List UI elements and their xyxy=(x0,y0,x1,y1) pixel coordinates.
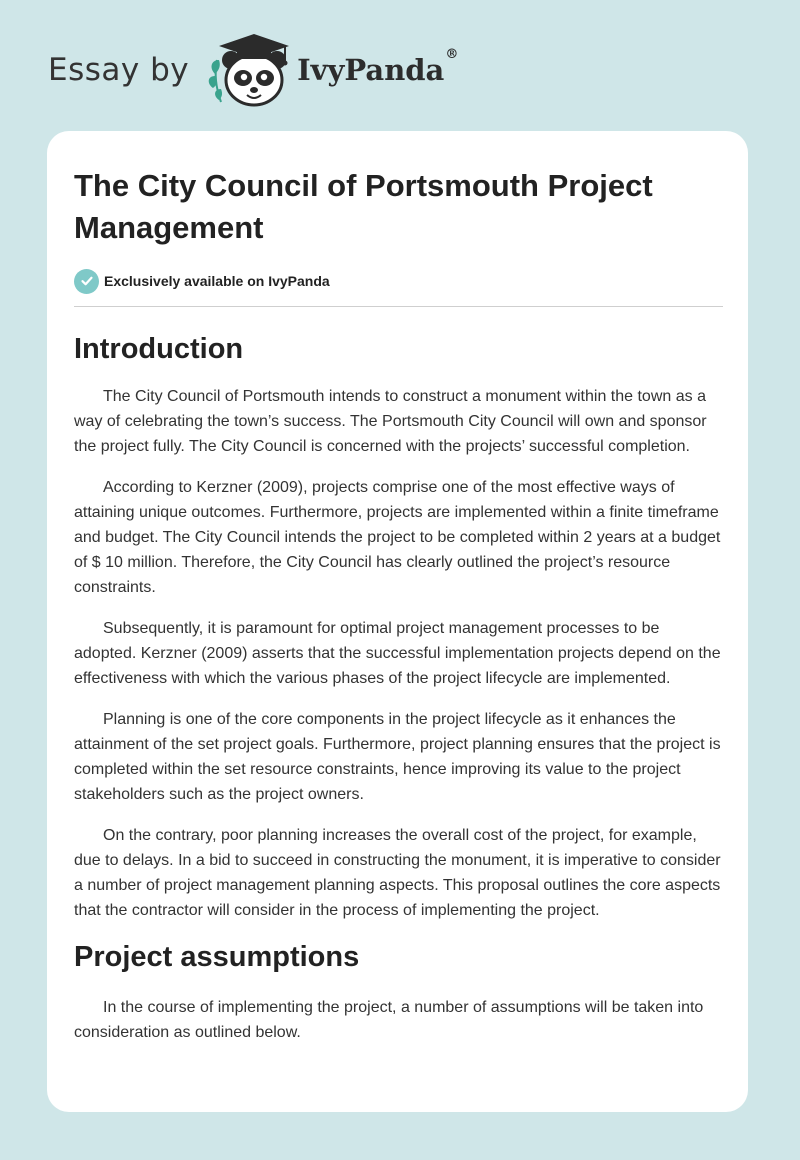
brand-header xyxy=(48,30,458,110)
paragraph: According to Kerzner (2009), projects comprise one of the most effective ways of attaining unique outcomes. Furthermore, projects are implemented within a finite timeframe and budget. The City Council intends the project to be completed within 2 years at a budget of $ 10 million. Therefore, the City Council has clearly outlined the project’s resource constraints. xyxy=(74,479,721,596)
ivypanda-logo-icon[interactable] xyxy=(205,30,295,110)
article-content xyxy=(74,131,723,1045)
exclusive-badge xyxy=(74,268,723,294)
project-assumptions-body xyxy=(74,995,723,1045)
divider xyxy=(74,306,723,307)
exclusive-label: Exclusively available on IvyPanda xyxy=(104,273,330,289)
checkmark-icon xyxy=(74,269,99,294)
paragraph: In the course of implementing the project, a number of assumptions will be taken into consideration as outlined below. xyxy=(74,999,704,1041)
brand-name[interactable]: IvyPanda® xyxy=(297,47,459,87)
section-heading-project-assumptions: Project assumptions xyxy=(74,941,360,973)
brand-prefix: Essay by xyxy=(48,52,190,88)
paragraph: The City Council of Portsmouth intends to construct a monument within the town as a way of celebrating the town’s success. The Portsmouth City Council will own and sponsor the project fully. The City Council is concerned with the projects’ successful completion. xyxy=(74,388,707,455)
page-title: The City Council of Portsmouth Project Management xyxy=(74,168,653,245)
article-card xyxy=(47,131,748,1112)
paragraph: Planning is one of the core components in the project lifecycle as it enhances the attainment of the set project goals. Furthermore, project planning ensures that the project is completed within the set resource constraints, hence improving its value to the project stakeholders such as the project owners. xyxy=(74,711,721,803)
registered-mark: ® xyxy=(445,47,459,62)
section-heading-introduction: Introduction xyxy=(74,333,244,365)
introduction-body xyxy=(74,384,723,923)
paragraph: Subsequently, it is paramount for optimal project management processes to be adopted. Kerzner (2009) asserts that the successful implementation projects depend on the effectiveness with which the various phases of the project lifecycle are implemented. xyxy=(74,620,721,687)
paragraph: On the contrary, poor planning increases the overall cost of the project, for example, due to delays. In a bid to succeed in constructing the monument, it is imperative to consider a number of project management planning aspects. This proposal outlines the core aspects that the contractor will consider in the process of implementing the project. xyxy=(74,827,721,919)
